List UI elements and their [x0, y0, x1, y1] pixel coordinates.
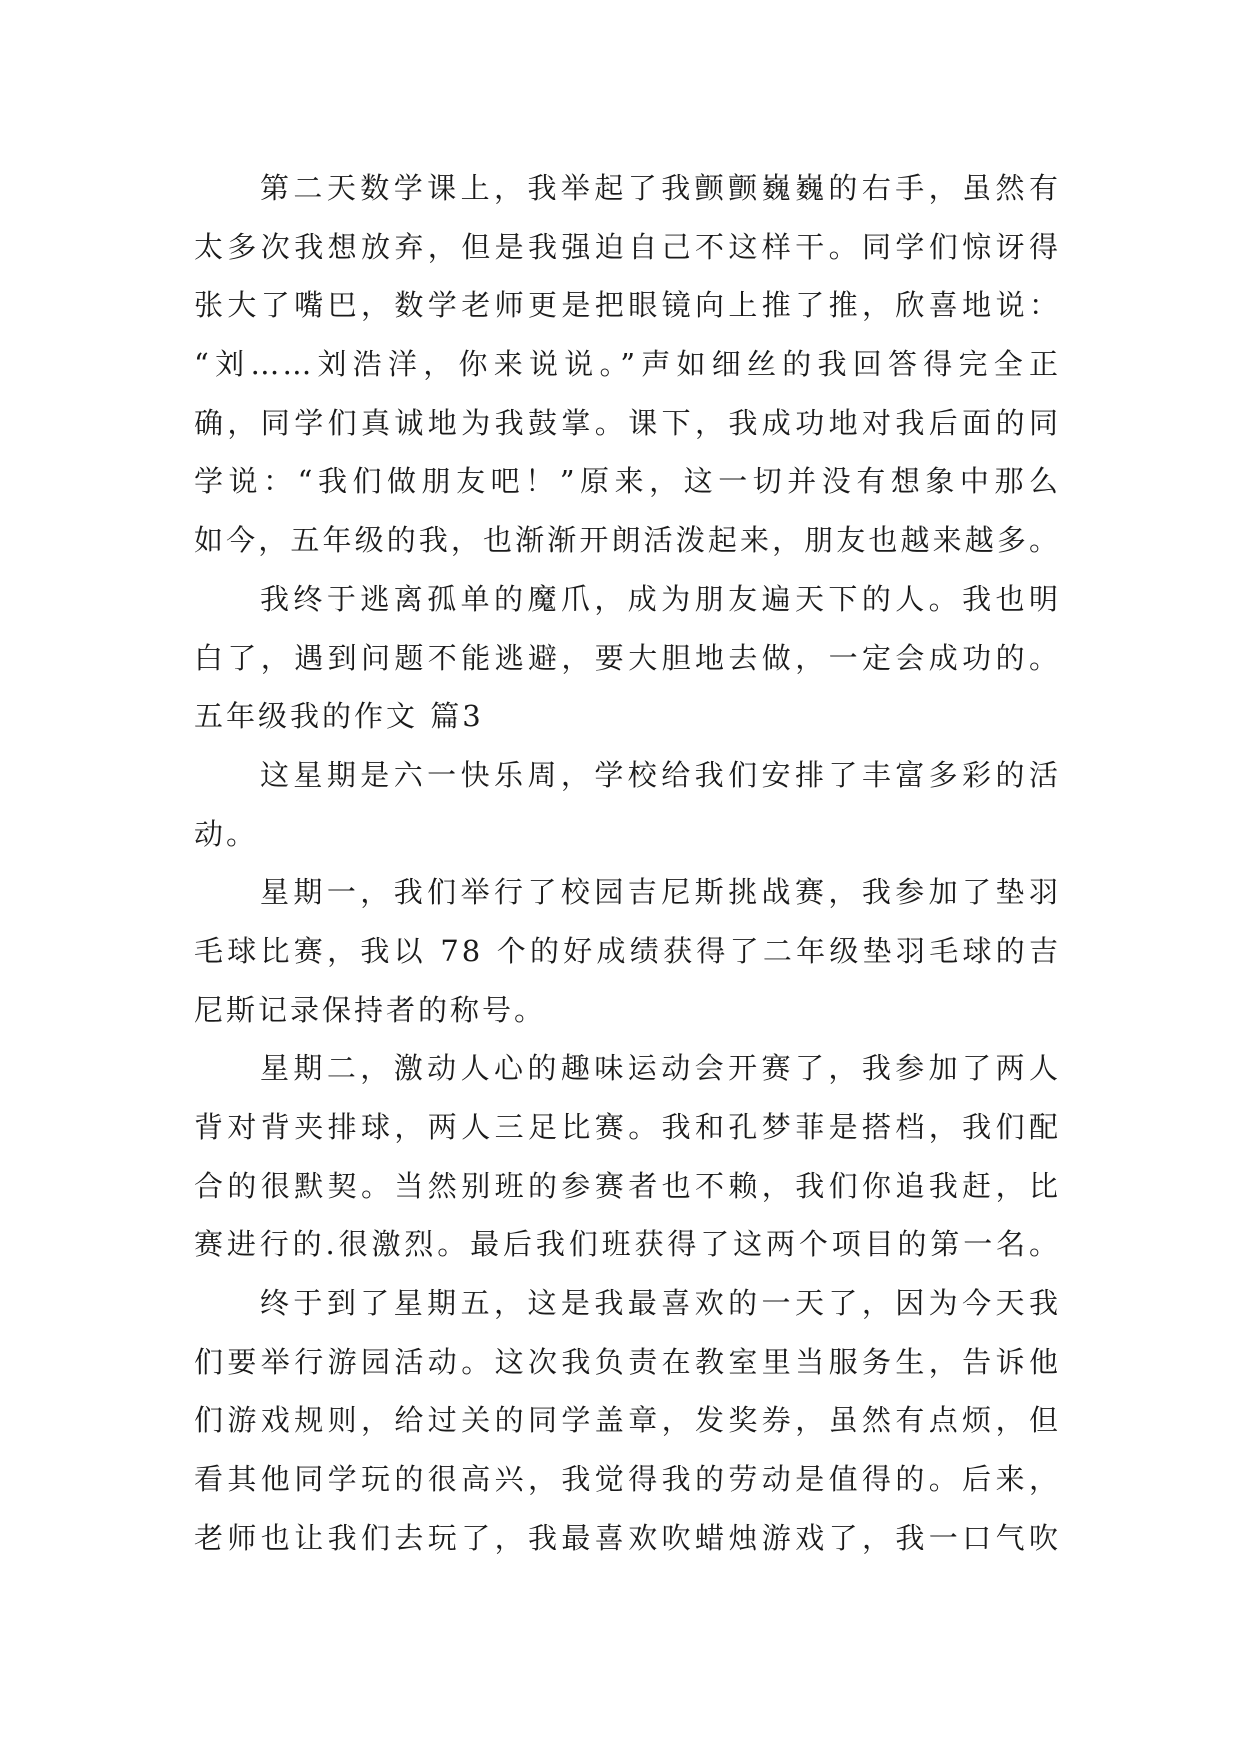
text-line: 学说：“我们做朋友吧！”原来，这一切并没有想象中那么: [194, 464, 1061, 499]
text-line: 确，同学们真诚地为我鼓掌。课下，我成功地对我后面的同: [194, 405, 1061, 440]
text-line: 合的很默契。当然别班的参赛者也不赖，我们你追我赶，比: [194, 1168, 1061, 1203]
paragraph: [194, 1039, 1061, 1274]
text-line: 背对背夹排球，两人三足比赛。我和孔梦菲是搭档，我们配: [194, 1110, 1061, 1144]
paragraph: [194, 159, 1061, 570]
text-line: 们要举行游园活动。这次我负责在教室里当服务生，告诉他: [194, 1344, 1061, 1379]
text-line: 张大了嘴巴，数学老师更是把眼镜向上推了推，欣喜地说：: [194, 288, 1061, 323]
text-line: “刘……刘浩洋，你来说说。”声如细丝的我回答得完全正: [194, 347, 1061, 382]
text-line: 星期二，激动人心的趣味运动会开赛了，我参加了两人: [260, 1051, 1061, 1086]
text-line: 太多次我想放弃，但是我强迫自己不这样干。同学们惊讶得: [194, 229, 1061, 264]
text-line: 第二天数学课上，我举起了我颤颤巍巍的右手，虽然有: [260, 171, 1061, 205]
text-line: 动。: [194, 816, 259, 851]
paragraph: [194, 570, 1061, 687]
text-line: 如今，五年级的我，也渐渐开朗活泼起来，朋友也越来越多。: [194, 523, 1061, 558]
text-line: 老师也让我们去玩了，我最喜欢吹蜡烛游戏了，我一口气吹: [194, 1520, 1061, 1555]
text-line: 这星期是六一快乐周，学校给我们安排了丰富多彩的活: [260, 757, 1061, 792]
text-line: 我终于逃离孤单的魔爪，成为朋友遍天下的人。我也明: [260, 581, 1061, 616]
paragraph: [194, 863, 1061, 1039]
text-line: 白了，遇到问题不能逃避，要大胆地去做，一定会成功的。: [194, 640, 1061, 675]
text-line: 尼斯记录保持者的称号。: [194, 992, 547, 1027]
text-line: 终于到了星期五，这是我最喜欢的一天了，因为今天我: [260, 1286, 1061, 1321]
text-line: 看其他同学玩的很高兴，我觉得我的劳动是值得的。后来，: [194, 1462, 1061, 1497]
paragraph: [194, 746, 1061, 863]
document-page: [194, 159, 1061, 1568]
text-line: 星期一，我们举行了校园吉尼斯挑战赛，我参加了垫羽: [260, 875, 1061, 910]
paragraph: [194, 1274, 1061, 1567]
text-line: 赛进行的.很激烈。最后我们班获得了这两个项目的第一名。: [194, 1227, 1061, 1262]
text-line: 们游戏规则，给过关的同学盖章，发奖券，虽然有点烦，但: [194, 1403, 1061, 1438]
text-line: 毛球比赛，我以 78 个的好成绩获得了二年级垫羽毛球的吉: [194, 933, 1061, 968]
essay-heading: 五年级我的作文 篇3: [194, 699, 484, 734]
